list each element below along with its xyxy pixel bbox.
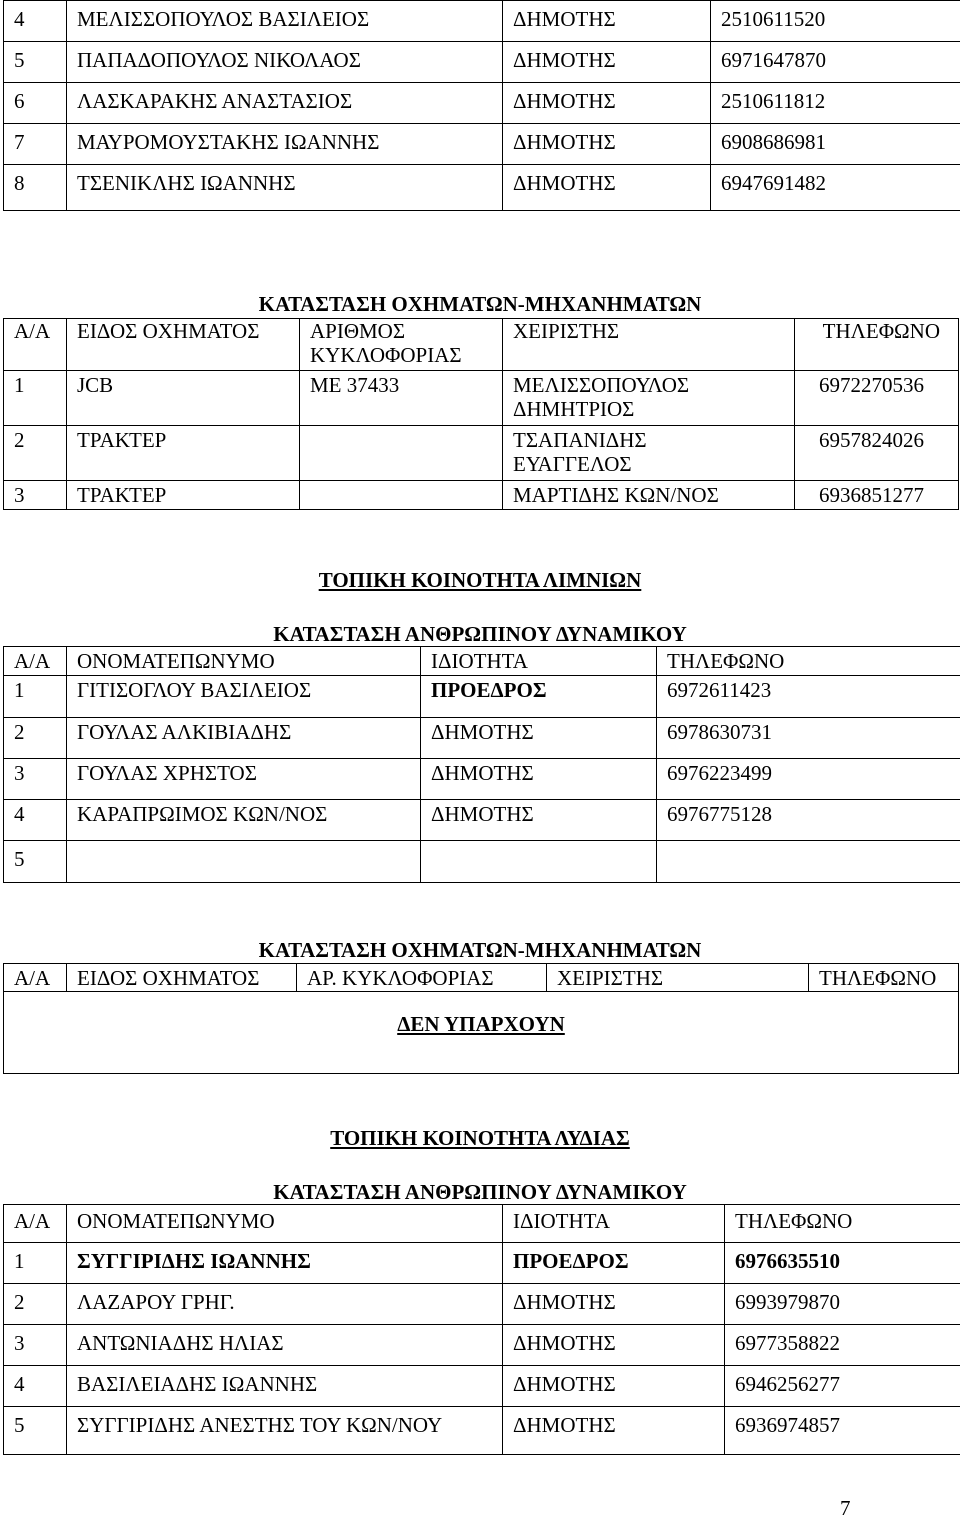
- header-operator: ΧΕΙΡΙΣΤΗΣ: [503, 319, 795, 371]
- row-number: 1: [4, 1243, 67, 1284]
- vehicles-table: [3, 318, 959, 510]
- vehicle-type: JCB: [67, 371, 300, 426]
- person-phone: 6972611423: [657, 676, 960, 718]
- vehicle-type: ΤΡΑΚΤΕΡ: [67, 481, 300, 510]
- person-phone: 6977358822: [725, 1325, 960, 1366]
- person-phone: 2510611812: [711, 83, 960, 124]
- community-title-limnion: ΤΟΠΙΚΗ ΚΟΙΝΟΤΗΤΑ ΛΙΜΝΙΩΝ: [0, 568, 960, 592]
- header-no: Α/Α: [4, 1205, 67, 1243]
- table-row: [4, 481, 959, 510]
- person-phone: 6908686981: [711, 124, 960, 165]
- header-vehicle-type: ΕΙΔΟΣ ΟΧΗΜΑΤΟΣ: [67, 319, 300, 371]
- person-phone: 2510611520: [711, 1, 960, 42]
- table-row: [4, 165, 960, 211]
- header-no: Α/Α: [4, 319, 67, 371]
- staff-table-limnion: [3, 646, 960, 883]
- vehicle-phone: 6972270536: [795, 371, 959, 426]
- header-plate: ΑΡ. ΚΥΚΛΟΦΟΡΙΑΣ: [297, 964, 547, 992]
- header-phone: ΤΗΛΕΦΩΝΟ: [725, 1205, 960, 1243]
- table-row: [4, 800, 960, 841]
- table-row: [4, 1325, 960, 1366]
- person-phone: 6947691482: [711, 165, 960, 211]
- row-number: 3: [4, 1325, 67, 1366]
- table-header-row: [4, 647, 960, 676]
- person-role: ΔΗΜΟΤΗΣ: [503, 124, 711, 165]
- person-role: ΔΗΜΟΤΗΣ: [503, 1407, 725, 1455]
- row-number: 2: [4, 426, 67, 481]
- row-number: 4: [4, 1, 67, 42]
- table-row: [4, 718, 960, 759]
- person-name: ΣΥΓΓΙΡΙΔΗΣ ΑΝΕΣΤΗΣ ΤΟΥ ΚΩΝ/ΝΟΥ: [67, 1407, 503, 1455]
- staff-table-lydias: [3, 1204, 960, 1455]
- table-row: [4, 83, 960, 124]
- table-row: [4, 992, 959, 1074]
- row-number: 2: [4, 1284, 67, 1325]
- staff-title-lydias: ΚΑΤΑΣΤΑΣΗ ΑΝΘΡΩΠΙΝΟΥ ΔΥΝΑΜΙΚΟΥ: [0, 1180, 960, 1204]
- person-name: ΜΑΥΡΟΜΟΥΣΤΑΚΗΣ ΙΩΑΝΝΗΣ: [67, 124, 503, 165]
- table-row: [4, 124, 960, 165]
- person-role: ΔΗΜΟΤΗΣ: [503, 165, 711, 211]
- person-name: ΑΝΤΩΝΙΑΔΗΣ ΗΛΙΑΣ: [67, 1325, 503, 1366]
- row-number: 8: [4, 165, 67, 211]
- person-name: ΜΕΛΙΣΣΟΠΟΥΛΟΣ ΒΑΣΙΛΕΙΟΣ: [67, 1, 503, 42]
- person-name: ΠΑΠΑΔΟΠΟΥΛΟΣ ΝΙΚΟΛΑΟΣ: [67, 42, 503, 83]
- vehicles-table-limnion: [3, 963, 959, 1074]
- row-number: 5: [4, 1407, 67, 1455]
- person-role: [421, 841, 657, 883]
- vehicles-title: ΚΑΤΑΣΤΑΣΗ ΟΧΗΜΑΤΩΝ-ΜΗΧΑΝΗΜΑΤΩΝ: [0, 292, 960, 316]
- person-name: ΚΑΡΑΠΡΩΙΜΟΣ ΚΩΝ/ΝΟΣ: [67, 800, 421, 841]
- table-row: [4, 841, 960, 883]
- header-name: ΟΝΟΜΑΤΕΠΩΝΥΜΟ: [67, 1205, 503, 1243]
- person-role: ΔΗΜΟΤΗΣ: [503, 1284, 725, 1325]
- person-role: ΔΗΜΟΤΗΣ: [421, 800, 657, 841]
- row-number: 7: [4, 124, 67, 165]
- person-phone: 6971647870: [711, 42, 960, 83]
- row-number: 5: [4, 42, 67, 83]
- person-phone: 6976223499: [657, 759, 960, 800]
- person-name: ΤΣΕΝΙΚΛΗΣ ΙΩΑΝΝΗΣ: [67, 165, 503, 211]
- person-role: ΔΗΜΟΤΗΣ: [503, 1325, 725, 1366]
- row-number: 4: [4, 800, 67, 841]
- vehicle-plate: [300, 481, 503, 510]
- table-row: [4, 1366, 960, 1407]
- person-phone: 6976775128: [657, 800, 960, 841]
- header-plate: [300, 319, 503, 371]
- no-vehicles-text: ΔΕΝ ΥΠΑΡΧΟΥΝ: [397, 1012, 565, 1036]
- staff-title-limnion: ΚΑΤΑΣΤΑΣΗ ΑΝΘΡΩΠΙΝΟΥ ΔΥΝΑΜΙΚΟΥ: [0, 622, 960, 646]
- header-plate-line1: ΑΡΙΘΜΟΣ: [310, 319, 502, 343]
- table-row: [4, 1407, 960, 1455]
- header-phone: ΤΗΛΕΦΩΝΟ: [809, 964, 959, 992]
- header-no: Α/Α: [4, 647, 67, 676]
- table-row: [4, 1243, 960, 1284]
- vehicle-phone: 6936851277: [795, 481, 959, 510]
- row-number: 3: [4, 759, 67, 800]
- row-number: 3: [4, 481, 67, 510]
- vehicle-phone: 6957824026: [795, 426, 959, 481]
- table-row: [4, 1, 960, 42]
- vehicle-operator: [503, 371, 795, 426]
- person-phone: 6993979870: [725, 1284, 960, 1325]
- person-name: ΓΟΥΛΑΣ ΧΡΗΣΤΟΣ: [67, 759, 421, 800]
- vehicles-title-limnion: ΚΑΤΑΣΤΑΣΗ ΟΧΗΜΑΤΩΝ-ΜΗΧΑΝΗΜΑΤΩΝ: [0, 938, 960, 962]
- person-role: ΔΗΜΟΤΗΣ: [503, 42, 711, 83]
- person-role: ΠΡΟΕΔΡΟΣ: [503, 1243, 725, 1284]
- person-phone: [657, 841, 960, 883]
- row-number: 6: [4, 83, 67, 124]
- person-role: ΠΡΟΕΔΡΟΣ: [421, 676, 657, 718]
- header-name: ΟΝΟΜΑΤΕΠΩΝΥΜΟ: [67, 647, 421, 676]
- person-phone: 6978630731: [657, 718, 960, 759]
- table-header-row: [4, 964, 959, 992]
- header-phone: ΤΗΛΕΦΩΝΟ: [795, 319, 959, 371]
- person-name: ΛΑΣΚΑΡΑΚΗΣ ΑΝΑΣΤΑΣΙΟΣ: [67, 83, 503, 124]
- operator-line1: ΤΣΑΠΑΝΙΔΗΣ: [513, 428, 794, 452]
- table-row: [4, 371, 959, 426]
- header-role: ΙΔΙΟΤΗΤΑ: [421, 647, 657, 676]
- row-number: 1: [4, 676, 67, 718]
- empty-vehicles-cell: [4, 992, 959, 1074]
- citizens-table-top: [3, 0, 960, 211]
- vehicle-operator: ΜΑΡΤΙΔΗΣ ΚΩΝ/ΝΟΣ: [503, 481, 795, 510]
- table-row: [4, 42, 960, 83]
- person-phone: 6936974857: [725, 1407, 960, 1455]
- table-row: [4, 676, 960, 718]
- table-row: [4, 759, 960, 800]
- row-number: 1: [4, 371, 67, 426]
- person-phone: 6976635510: [725, 1243, 960, 1284]
- operator-line1: ΜΕΛΙΣΣΟΠΟΥΛΟΣ: [513, 373, 794, 397]
- person-name: [67, 841, 421, 883]
- row-number: 5: [4, 841, 67, 883]
- person-role: ΔΗΜΟΤΗΣ: [421, 718, 657, 759]
- vehicle-operator: [503, 426, 795, 481]
- header-no: Α/Α: [4, 964, 67, 992]
- person-phone: 6946256277: [725, 1366, 960, 1407]
- vehicle-plate: ΜΕ 37433: [300, 371, 503, 426]
- table-header-row: [4, 1205, 960, 1243]
- header-phone: ΤΗΛΕΦΩΝΟ: [657, 647, 960, 676]
- person-name: ΛΑΖΑΡΟΥ ΓΡΗΓ.: [67, 1284, 503, 1325]
- vehicle-plate: [300, 426, 503, 481]
- table-row: [4, 426, 959, 481]
- person-name: ΓΙΤΙΣΟΓΛΟΥ ΒΑΣΙΛΕΙΟΣ: [67, 676, 421, 718]
- operator-line2: ΕΥΑΓΓΕΛΟΣ: [513, 452, 794, 476]
- person-role: ΔΗΜΟΤΗΣ: [421, 759, 657, 800]
- vehicle-type: ΤΡΑΚΤΕΡ: [67, 426, 300, 481]
- header-role: ΙΔΙΟΤΗΤΑ: [503, 1205, 725, 1243]
- operator-line2: ΔΗΜΗΤΡΙΟΣ: [513, 397, 794, 421]
- row-number: 4: [4, 1366, 67, 1407]
- table-header-row: [4, 319, 959, 371]
- header-vehicle-type: ΕΙΔΟΣ ΟΧΗΜΑΤΟΣ: [67, 964, 297, 992]
- page-number: 7: [840, 1496, 851, 1520]
- person-role: ΔΗΜΟΤΗΣ: [503, 1366, 725, 1407]
- person-role: ΔΗΜΟΤΗΣ: [503, 83, 711, 124]
- community-title-lydias: ΤΟΠΙΚΗ ΚΟΙΝΟΤΗΤΑ ΛΥΔΙΑΣ: [0, 1126, 960, 1150]
- row-number: 2: [4, 718, 67, 759]
- header-plate-line2: ΚΥΚΛΟΦΟΡΙΑΣ: [310, 343, 502, 367]
- header-operator: ΧΕΙΡΙΣΤΗΣ: [547, 964, 809, 992]
- table-row: [4, 1284, 960, 1325]
- person-name: ΓΟΥΛΑΣ ΑΛΚΙΒΙΑΔΗΣ: [67, 718, 421, 759]
- person-name: ΒΑΣΙΛΕΙΑΔΗΣ ΙΩΑΝΝΗΣ: [67, 1366, 503, 1407]
- person-name: ΣΥΓΓΙΡΙΔΗΣ ΙΩΑΝΝΗΣ: [67, 1243, 503, 1284]
- person-role: ΔΗΜΟΤΗΣ: [503, 1, 711, 42]
